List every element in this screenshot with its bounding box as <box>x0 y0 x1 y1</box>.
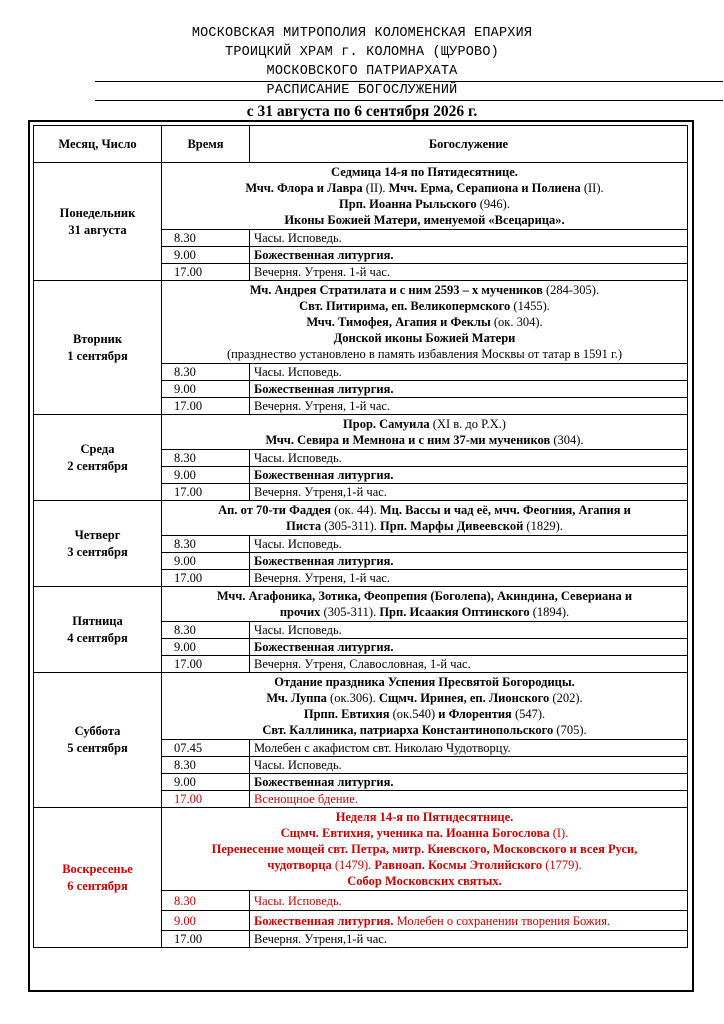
feast-line <box>166 809 683 825</box>
feast-line <box>166 518 683 534</box>
feast-line <box>166 722 683 738</box>
text-segment: Донской иконы Божией Матери <box>333 331 516 345</box>
day-feast-row <box>34 673 688 740</box>
text-segment: (946). <box>476 197 510 211</box>
feast-line <box>166 857 683 873</box>
text-segment: (ок.540) <box>389 707 439 721</box>
weekday: Суббота <box>74 724 121 738</box>
date: 6 сентября <box>67 878 128 893</box>
text-segment: Мчч. Севира и Мемнона и с ним 37-ми мучеников <box>265 433 551 447</box>
text-segment: Молебен с акафистом свт. Николаю Чудотворцу. <box>254 741 511 755</box>
feast-line <box>166 164 683 180</box>
service-description <box>250 450 688 467</box>
text-segment: Часы. Исповедь. <box>254 623 342 637</box>
service-description <box>250 230 688 247</box>
column-header-service: Богослужение <box>250 126 688 163</box>
text-segment: (ок.306). <box>326 691 379 705</box>
feast-cell <box>162 415 688 450</box>
service-description <box>250 891 688 911</box>
service-description <box>250 467 688 484</box>
text-segment: Божественная литургия. <box>254 248 394 262</box>
feast-line <box>166 330 683 346</box>
service-description <box>250 553 688 570</box>
header-patriarchate: МОСКОВСКОГО ПАТРИАРХАТА <box>266 64 458 79</box>
text-segment: Равноап. Космы Этолийского <box>374 858 543 872</box>
service-description <box>250 264 688 281</box>
text-segment: Божественная литургия. <box>254 468 394 482</box>
day-feast-row <box>34 808 688 891</box>
text-segment: Божественная литургия. <box>254 554 394 568</box>
feast-line <box>166 502 683 518</box>
text-segment: Божественная литургия. <box>254 382 394 396</box>
text-segment: Вечерня. Утреня,1-й час. <box>254 485 387 499</box>
text-segment: (202). <box>549 691 583 705</box>
text-segment: Свт. Питирима, еп. Великопермского <box>299 299 511 313</box>
date: 2 сентября <box>67 458 128 473</box>
text-segment: (1779). <box>542 858 582 872</box>
text-segment: Вечерня. Утреня, Славословная, 1-й час. <box>254 657 471 671</box>
text-segment: Прпп. Евтихия <box>303 707 390 721</box>
service-time: 9.00 <box>162 467 250 484</box>
text-segment: Божественная литургия. <box>254 913 394 928</box>
text-segment: (1829). <box>523 519 563 533</box>
service-description <box>250 398 688 415</box>
service-time: 17.00 <box>162 570 250 587</box>
text-segment: (1894). <box>529 605 570 619</box>
feast-cell <box>162 281 688 364</box>
text-segment: (I). <box>549 826 569 840</box>
text-segment: Мчч. Флора и Лавра <box>245 181 363 195</box>
text-segment: Писта <box>286 519 322 533</box>
schedule-body <box>34 163 688 948</box>
weekday: Понедельник <box>59 205 136 220</box>
date: 31 августа <box>68 222 127 237</box>
header-diocese: МОСКОВСКАЯ МИТРОПОЛИЯ КОЛОМЕНСКАЯ ЕПАРХИЯ <box>191 26 533 41</box>
feast-cell <box>162 163 688 230</box>
text-segment: (547). <box>511 707 546 721</box>
day-cell <box>34 281 162 415</box>
service-description <box>250 536 688 553</box>
text-segment: Божественная литургия. <box>254 640 394 654</box>
text-segment: (1455). <box>510 299 550 313</box>
day-feast-row <box>34 501 688 536</box>
day-feast-row <box>34 163 688 230</box>
date: 1 сентября <box>67 348 128 363</box>
service-description <box>250 656 688 673</box>
text-segment: Мц. Вассы и чад её, мчч. Феогния, Агапия и <box>379 503 631 517</box>
schedule-title: с 31 августа по 6 сентября 2026 г. <box>246 103 478 120</box>
service-description <box>250 570 688 587</box>
feast-cell <box>162 808 688 891</box>
table-header-row <box>34 126 688 163</box>
feast-cell <box>162 587 688 622</box>
service-description <box>250 931 688 948</box>
date: 3 сентября <box>67 544 128 559</box>
day-feast-row <box>34 587 688 622</box>
service-time: 17.00 <box>162 791 250 808</box>
service-time: 8.30 <box>162 230 250 247</box>
text-segment: Мчч. Ерма, Серапиона и Полиена <box>388 181 581 195</box>
date: 5 сентября <box>67 741 128 755</box>
service-time: 9.00 <box>162 553 250 570</box>
service-time: 8.30 <box>162 757 250 774</box>
service-time: 9.00 <box>162 911 250 931</box>
feast-line <box>166 690 683 706</box>
text-segment: Часы. Исповедь. <box>254 451 342 465</box>
feast-line <box>166 825 683 841</box>
text-segment: Мчч. Тимофея, Агапия и Феклы <box>306 315 491 329</box>
schedule-table <box>33 125 688 948</box>
weekday: Пятница <box>72 613 123 628</box>
service-description <box>250 911 688 931</box>
text-segment: Мчч. Агафоника, Зотика, Феопрепия (Боголепа), Акиндина, Севериана и <box>216 589 633 603</box>
feast-line <box>166 432 683 448</box>
text-segment: Сщмч. Евтихия, ученика па. Иоанна Богослова <box>280 826 550 840</box>
text-segment: прочих <box>279 605 321 619</box>
text-segment: (II). <box>362 181 389 195</box>
day-cell <box>34 808 162 948</box>
feast-line <box>166 298 683 314</box>
service-time: 9.00 <box>162 247 250 264</box>
service-time: 17.00 <box>162 264 250 281</box>
text-segment: Молебен о сохранении творения Божия. <box>393 913 611 928</box>
day-feast-row <box>34 415 688 450</box>
text-segment: Прп. Иоанна Рыльского <box>339 197 477 211</box>
text-segment: (ок. 44). <box>331 503 380 517</box>
service-description <box>250 247 688 264</box>
service-description <box>250 381 688 398</box>
service-description <box>250 639 688 656</box>
text-segment: Часы. Исповедь. <box>254 365 342 379</box>
feast-cell <box>162 501 688 536</box>
text-segment: Вечерня. Утреня, 1-й час. <box>254 399 391 413</box>
weekday: Четверг <box>74 527 121 542</box>
text-segment: Вечерня. Утреня, 1-й час. <box>254 571 391 585</box>
feast-line <box>166 180 683 196</box>
service-description <box>250 622 688 639</box>
text-segment: Мч. Луппа <box>266 691 327 705</box>
text-segment: Прп. Исаакия Оптинского <box>379 605 530 619</box>
feast-line <box>166 416 683 432</box>
text-segment: и Флорентия <box>438 707 512 721</box>
feast-line <box>166 674 683 690</box>
service-time: 8.30 <box>162 364 250 381</box>
text-segment: Свт. Каллиника, патриарха Константинопольского <box>262 723 554 737</box>
text-segment: (305-311). <box>320 605 380 619</box>
header-church: ТРОИЦКИЙ ХРАМ г. КОЛОМНА (ЩУРОВО) <box>225 45 499 60</box>
weekday: Вторник <box>72 331 123 346</box>
day-feast-row <box>34 281 688 364</box>
text-segment: (284-305). <box>542 283 600 297</box>
feast-line <box>166 314 683 330</box>
weekday: Воскресенье <box>62 861 133 876</box>
feast-line <box>166 706 683 722</box>
text-segment: (705). <box>553 723 587 737</box>
text-segment: Часы. Исповедь. <box>254 537 342 551</box>
feast-line <box>166 873 683 889</box>
text-segment: Ап. от 70-ти Фаддея <box>218 503 332 517</box>
weekday: Среда <box>80 441 115 456</box>
service-description <box>250 757 688 774</box>
text-segment: Мч. Андрея Стратилата и с ним 2593 – х мучеников <box>249 283 543 297</box>
text-segment: Иконы Божией Матери, именуемой «Всецарица». <box>284 213 565 227</box>
service-time: 07.45 <box>162 740 250 757</box>
feast-cell <box>162 673 688 740</box>
text-segment: Прп. Марфы Дивеевской <box>380 519 524 533</box>
day-cell <box>34 163 162 281</box>
service-time: 9.00 <box>162 381 250 398</box>
day-cell <box>34 673 162 808</box>
service-description <box>250 791 688 808</box>
text-segment: (празднество установлено в память избавления Москвы от татар в 1591 г.) <box>226 347 623 361</box>
header-rule-2 <box>95 100 723 101</box>
text-segment: (II). <box>580 181 604 195</box>
service-description <box>250 364 688 381</box>
feast-line <box>166 588 683 604</box>
text-segment: (304). <box>550 433 584 447</box>
text-segment: Всенощное бдение. <box>254 792 358 806</box>
service-time: 8.30 <box>162 622 250 639</box>
service-description <box>250 484 688 501</box>
day-cell <box>34 587 162 673</box>
service-time: 8.30 <box>162 891 250 911</box>
day-cell <box>34 415 162 501</box>
service-time: 9.00 <box>162 639 250 656</box>
text-segment: Отдание праздника Успения Пресвятой Богородицы. <box>274 675 575 689</box>
service-time: 8.30 <box>162 536 250 553</box>
text-segment: Сщмч. Иринея, еп. Лионского <box>378 691 550 705</box>
text-segment: (305-311). <box>321 519 381 533</box>
text-segment: Часы. Исповедь. <box>254 231 342 245</box>
text-segment: Перенесение мощей свт. Петра, митр. Киевского, Московского и всея Руси, <box>211 842 638 856</box>
day-cell <box>34 501 162 587</box>
text-segment: Вечерня. Утреня,1-й час. <box>254 932 387 946</box>
text-segment: чудотворца <box>267 858 332 872</box>
text-segment: Неделя 14-я по Пятидесятнице. <box>335 810 514 824</box>
feast-line <box>166 841 683 857</box>
text-segment: Собор Московских святых. <box>347 874 502 888</box>
service-time: 17.00 <box>162 931 250 948</box>
text-segment: (XI в. до Р.Х.) <box>429 417 506 431</box>
text-segment: Вечерня. Утреня. 1-й час. <box>254 265 391 279</box>
service-time: 9.00 <box>162 774 250 791</box>
text-segment: Часы. Исповедь. <box>254 893 342 908</box>
column-header-day: Месяц, Число <box>34 126 162 163</box>
feast-line <box>166 604 683 620</box>
text-segment: (ок. 304). <box>490 315 543 329</box>
text-segment: Седмица 14-я по Пятидесятнице. <box>331 165 518 179</box>
feast-line <box>166 196 683 212</box>
date: 4 сентября <box>67 630 128 645</box>
text-segment: (1479). <box>331 858 375 872</box>
feast-line <box>166 282 683 298</box>
service-time: 17.00 <box>162 656 250 673</box>
service-time: 17.00 <box>162 398 250 415</box>
header-rule-1 <box>95 81 723 82</box>
text-segment: Часы. Исповедь. <box>254 758 342 772</box>
feast-line <box>166 212 683 228</box>
column-header-time: Время <box>162 126 250 163</box>
text-segment: Божественная литургия. <box>254 775 394 789</box>
service-time: 8.30 <box>162 450 250 467</box>
text-segment: Прор. Самуила <box>343 417 430 431</box>
service-time: 17.00 <box>162 484 250 501</box>
header-schedule-label: РАСПИСАНИЕ БОГОСЛУЖЕНИЙ <box>266 83 458 98</box>
service-description <box>250 774 688 791</box>
service-description <box>250 740 688 757</box>
feast-line <box>166 346 683 362</box>
